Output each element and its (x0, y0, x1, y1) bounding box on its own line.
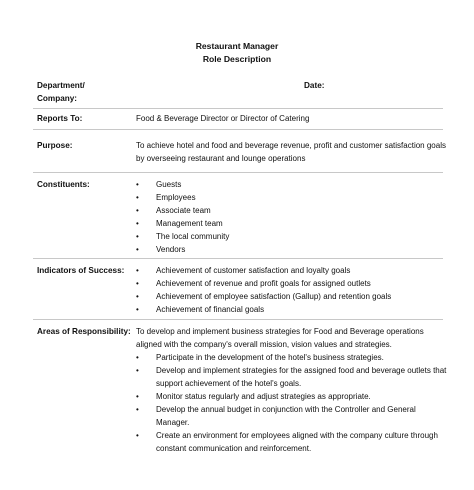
purpose-line: by overseeing restaurant and lounge operations (136, 154, 306, 163)
indicator-item: Achievement of revenue and profit goals for assigned outlets (156, 279, 371, 288)
bullet-icon: • (136, 305, 139, 314)
bullet-icon: • (136, 232, 139, 241)
reports-to-label: Reports To: (37, 114, 83, 123)
responsibility-item-continued: support achievement of the hotel's goals. (156, 379, 302, 388)
responsibility-item-continued: Manager. (156, 418, 190, 427)
constituents-label: Constituents: (37, 180, 90, 189)
bullet-icon: • (136, 180, 139, 189)
indicator-item: Achievement of financial goals (156, 305, 265, 314)
bullet-icon: • (136, 366, 139, 375)
bullet-icon: • (136, 266, 139, 275)
responsibility-item: Create an environment for employees aligned with the company culture through (156, 431, 438, 440)
bullet-icon: • (136, 405, 139, 414)
purpose-label: Purpose: (37, 141, 73, 150)
bullet-icon: • (136, 193, 139, 202)
responsibility-intro: To develop and implement business strategies for Food and Beverage operations (136, 327, 424, 336)
section-divider (33, 129, 443, 130)
indicators-label: Indicators of Success: (37, 266, 125, 275)
constituent-item: Associate team (156, 206, 211, 215)
bullet-icon: • (136, 279, 139, 288)
bullet-icon: • (136, 219, 139, 228)
constituent-item: Vendors (156, 245, 186, 254)
reports-to-value: Food & Beverage Director or Director of Catering (136, 114, 310, 123)
responsibility-item: Monitor status regularly and adjust strategies as appropriate. (156, 392, 371, 401)
constituent-item: Management team (156, 219, 223, 228)
responsibility-item: Develop and implement strategies for the assigned food and beverage outlets that (156, 366, 447, 375)
responsibility-label: Areas of Responsibility: (37, 327, 131, 336)
constituent-item: The local community (156, 232, 230, 241)
section-divider (33, 319, 443, 320)
bullet-icon: • (136, 292, 139, 301)
responsibility-item: Participate in the development of the hotel's business strategies. (156, 353, 384, 362)
section-divider (33, 172, 443, 173)
bullet-icon: • (136, 206, 139, 215)
date-label: Date: (304, 81, 325, 90)
purpose-line: To achieve hotel and food and beverage revenue, profit and customer satisfaction goals (136, 141, 446, 150)
bullet-icon: • (136, 431, 139, 440)
indicator-item: Achievement of customer satisfaction and loyalty goals (156, 266, 351, 275)
responsibility-item-continued: constant communication and reinforcement. (156, 444, 312, 453)
section-divider (33, 108, 443, 109)
indicator-item: Achievement of employee satisfaction (Gallup) and retention goals (156, 292, 392, 301)
constituent-item: Guests (156, 180, 182, 189)
responsibility-intro: aligned with the company's overall mission, vision values and strategies. (136, 340, 392, 349)
responsibility-item: Develop the annual budget in conjunction with the Controller and General (156, 405, 416, 414)
bullet-icon: • (136, 245, 139, 254)
department-label: Department/ (37, 81, 85, 90)
document-subtitle: Role Description (202, 54, 272, 64)
document-title: Restaurant Manager (195, 41, 279, 51)
constituent-item: Employees (156, 193, 196, 202)
company-label: Company: (37, 94, 78, 103)
bullet-icon: • (136, 392, 139, 401)
section-divider (33, 258, 443, 259)
bullet-icon: • (136, 353, 139, 362)
